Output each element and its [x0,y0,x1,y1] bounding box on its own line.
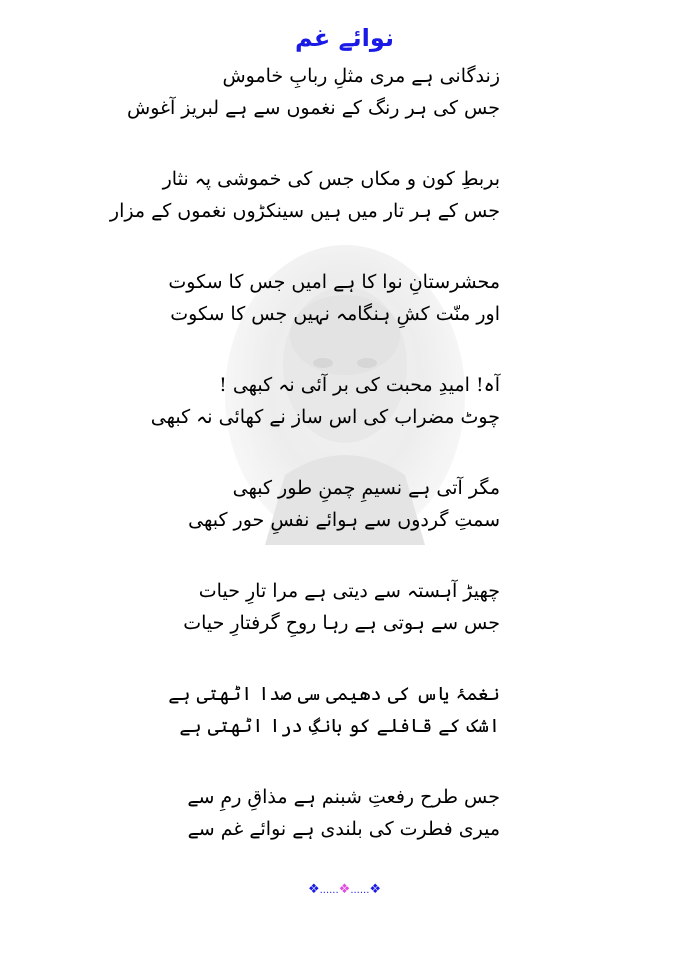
diamond-icon: ❖ [338,882,351,897]
verse-line: جس سے ہوتی ہے رہا روحِ گرفتارِ حیات [183,612,500,634]
verse-line: اور منّت کشِ ہنگامہ نہیں جس کا سکوت [170,303,500,325]
diamond-icon: ❖ [307,882,320,897]
poem-body [109,60,500,884]
verse-line: سمتِ گردوں سے ہوائے نفسِ حور کبھی [188,509,500,531]
decorative-divider [0,882,689,897]
poem-title: نوائے غم [295,24,394,52]
diamond-icon: ❖ [369,882,382,897]
stanza [168,678,500,742]
verse-line: جس کی ہر رنگ کے نغموں سے ہے لبریز آغوش [127,97,500,119]
dotted-line: ...... [350,885,370,896]
verse-line: بربطِ کون و مکاں جس کی خموشی پہ نثار [162,168,500,190]
stanza [150,369,500,433]
stanza [180,781,500,845]
stanza [109,163,500,227]
dotted-line: ...... [319,885,339,896]
verse-line: مگر آتی ہے نسیمِ چمنِ طور کبھی [232,477,500,499]
verse-line: زندگانی ہے مری مثلِ ربابِ خاموش [222,65,500,87]
verse-line: آہ! امیدِ محبت کی بر آئی نہ کبھی ! [219,374,500,396]
verse-line: محشرستانِ نوا کا ہے امیں جس کا سکوت [168,271,500,293]
stanza [127,60,500,124]
verse-line: نغمۂ یاس کی دھیمی سی صدا اٹھتی ہے [168,683,500,705]
stanza [180,472,500,536]
stanza [180,575,500,639]
verse-line: جس کے ہر تار میں ہیں سینکڑوں نغموں کے مزار [109,200,500,222]
verse-line: اشک کے قافلے کو بانگِ درا اٹھتی ہے [179,715,500,737]
verse-line: میری فطرت کی بلندی ہے نوائے غم سے [187,818,500,840]
verse-line: چھیڑ آہستہ سے دیتی ہے مرا تارِ حیات [198,580,500,602]
verse-line: چوٹ مضراب کی اس ساز نے کھائی نہ کبھی [150,406,500,428]
verse-line: جس طرح رفعتِ شبنم ہے مذاقِ رمِ سے [187,786,500,808]
stanza [168,266,500,330]
